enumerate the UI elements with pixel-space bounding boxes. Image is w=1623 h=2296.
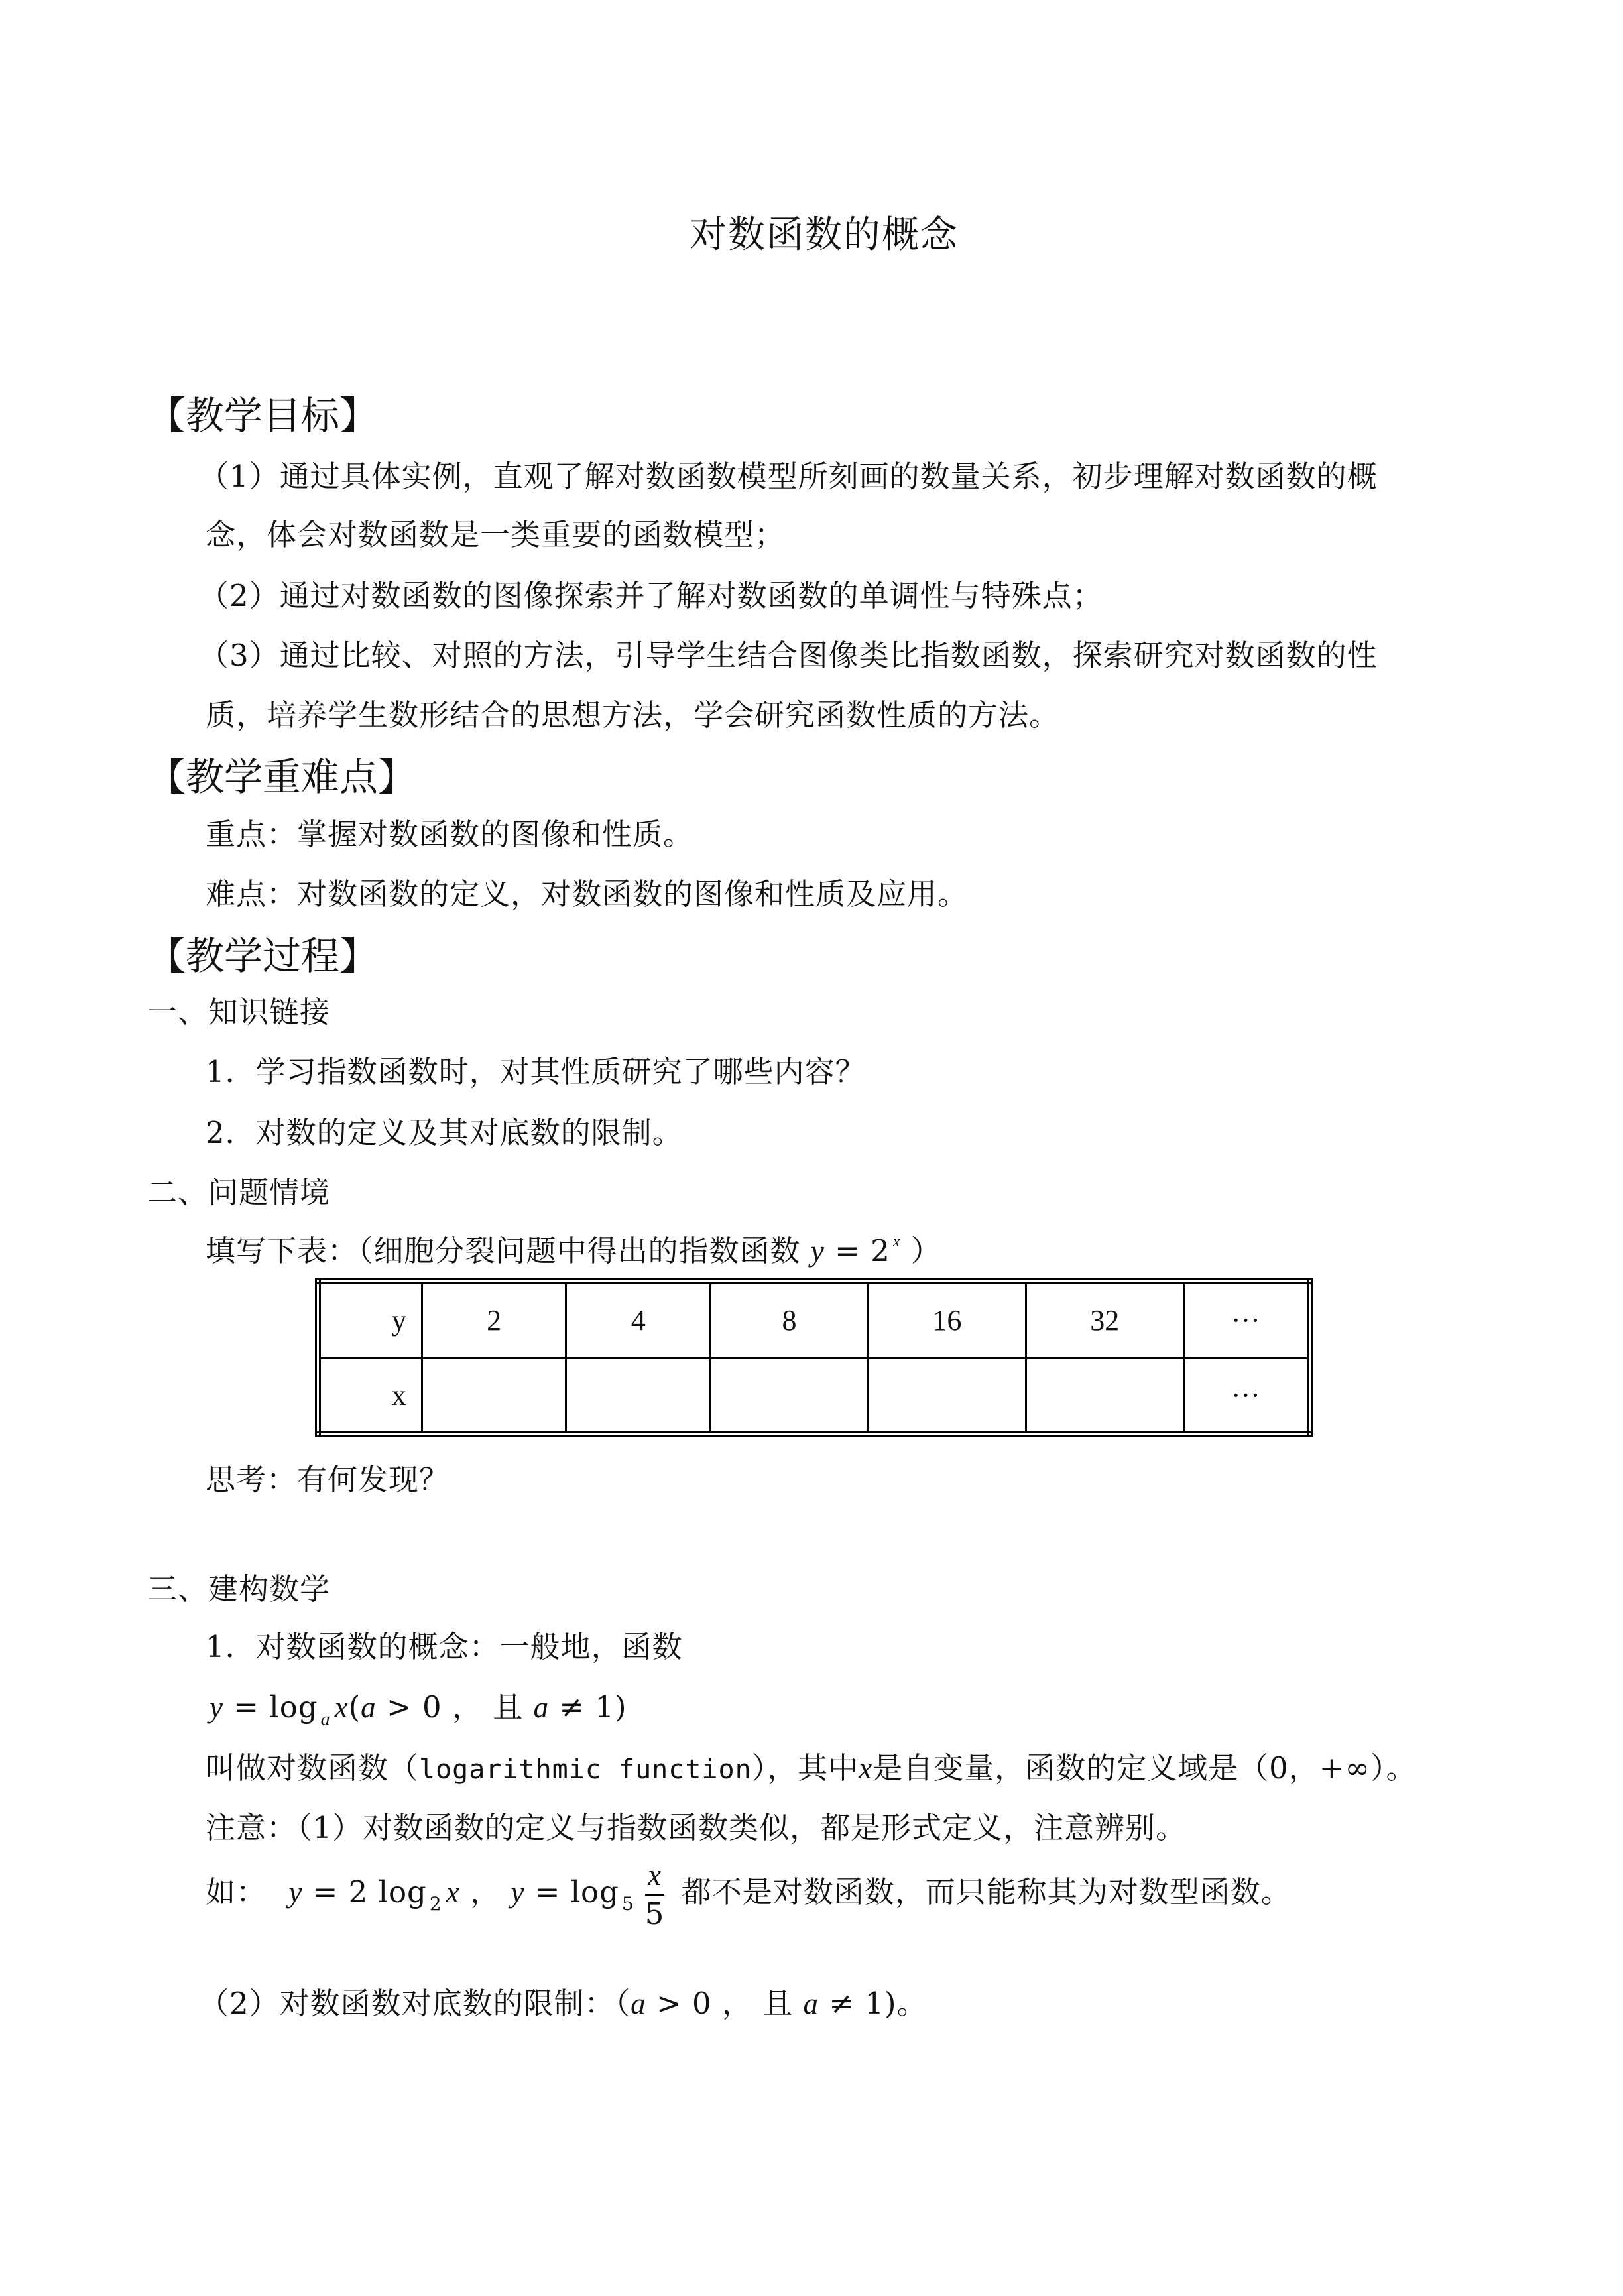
eg1-equals-log: = 2 log bbox=[312, 1874, 427, 1909]
example-prefix: 如： bbox=[206, 1874, 267, 1909]
eg2-equals-log: = log bbox=[534, 1874, 619, 1909]
table-cell: 16 bbox=[868, 1282, 1026, 1359]
note-2-end: 。 bbox=[896, 1986, 928, 2021]
table-cell: 32 bbox=[1026, 1282, 1183, 1359]
example-line bbox=[206, 1856, 1292, 1933]
value-table bbox=[315, 1278, 1313, 1437]
goal-3-line-2: 质，培养学生数形结合的思想方法，学会研究函数性质的方法。 bbox=[206, 697, 1060, 733]
table-row-x bbox=[318, 1358, 1310, 1435]
table-cell: 2 bbox=[422, 1282, 566, 1359]
difficult-point: 难点：对数函数的定义，对数函数的图像和性质及应用。 bbox=[206, 876, 969, 912]
def-x: x bbox=[334, 1691, 349, 1724]
eg1-x: x bbox=[446, 1876, 460, 1909]
table-cell-empty[interactable] bbox=[868, 1358, 1026, 1435]
def-var: x bbox=[859, 1752, 873, 1785]
note-2-a1: a bbox=[631, 1987, 646, 2020]
table-cell-empty[interactable] bbox=[711, 1358, 869, 1435]
table-cell-empty[interactable] bbox=[1026, 1358, 1183, 1435]
eg2-base: 5 bbox=[621, 1893, 634, 1915]
note-1: 注意：（1）对数函数的定义与指数函数类似，都是形式定义，注意辨别。 bbox=[206, 1810, 1187, 1845]
note-2-text: （2）对数函数对底数的限制：（ bbox=[199, 1986, 631, 2021]
goal-1-line-1: （1）通过具体实例，直观了解对数函数模型所刻画的数量关系，初步理解对数函数的概 bbox=[199, 459, 1378, 494]
note-2-gt: > 0 ， bbox=[656, 1986, 752, 2021]
formula-exponent: x bbox=[892, 1233, 901, 1250]
eg2-fraction bbox=[645, 1856, 665, 1933]
note-2-ne: ≠ 1) bbox=[829, 1986, 897, 2021]
def-a1: a bbox=[361, 1691, 377, 1724]
eg2-y: y bbox=[511, 1876, 525, 1909]
table-cell-ellipsis: ··· bbox=[1183, 1282, 1309, 1359]
part-1-question-2: 2．对数的定义及其对底数的限制。 bbox=[206, 1115, 683, 1150]
def-text-post: 是自变量，函数的定义域是（0，+∞）。 bbox=[872, 1750, 1417, 1785]
def-base: a bbox=[320, 1709, 331, 1730]
def-paren: ( bbox=[348, 1689, 361, 1724]
def-y: y bbox=[210, 1691, 223, 1724]
table-cell-empty[interactable] bbox=[566, 1358, 711, 1435]
table-cell-label: x bbox=[318, 1358, 422, 1435]
table-instruction-close: ） bbox=[910, 1233, 941, 1268]
def-text-pre: 叫做对数函数（ bbox=[206, 1750, 420, 1785]
table-instruction-text: 填写下表：（细胞分裂问题中得出的指数函数 bbox=[206, 1233, 801, 1268]
think-prompt: 思考：有何发现？ bbox=[206, 1462, 450, 1497]
def-text-mid: ），其中 bbox=[751, 1750, 859, 1785]
goal-3-line-1: （3）通过比较、对照的方法，引导学生结合图像类比指数函数，探索研究对数函数的性 bbox=[199, 638, 1378, 673]
eg1-y: y bbox=[288, 1876, 303, 1909]
part-3-heading: 三、建构数学 bbox=[147, 1571, 331, 1606]
def-english-term: logarithmic function bbox=[419, 1754, 752, 1785]
table-cell-label: y bbox=[318, 1282, 422, 1359]
table-cell-ellipsis: ··· bbox=[1183, 1358, 1309, 1435]
eg2-numerator: x bbox=[645, 1856, 665, 1896]
def-gt: > 0 ， bbox=[386, 1689, 483, 1724]
note-2-a2: a bbox=[803, 1987, 819, 2020]
definition-text bbox=[206, 1744, 1416, 1787]
goal-2: （2）通过对数函数的图像探索并了解对数函数的单调性与特殊点； bbox=[199, 578, 1103, 613]
definition-formula bbox=[210, 1683, 627, 1730]
eg2-denominator: 5 bbox=[644, 1896, 665, 1931]
def-a2: a bbox=[533, 1691, 550, 1724]
def-equals-log: = log bbox=[233, 1689, 318, 1724]
def-ne: ≠ 1) bbox=[559, 1689, 627, 1724]
formula-equals: = 2 bbox=[835, 1233, 890, 1268]
eg1-base: 2 bbox=[429, 1893, 442, 1915]
key-point: 重点：掌握对数函数的图像和性质。 bbox=[206, 817, 694, 852]
def-and: 且 bbox=[493, 1689, 524, 1724]
page-title: 对数函数的概念 bbox=[690, 213, 959, 257]
note-2-and: 且 bbox=[762, 1986, 794, 2021]
note-2 bbox=[199, 1979, 928, 2022]
table-row-y bbox=[318, 1282, 1310, 1359]
part-1-heading: 一、知识链接 bbox=[147, 995, 331, 1030]
table-cell: 8 bbox=[711, 1282, 869, 1359]
example-suffix: 都不是对数函数，而只能称其为对数型函数。 bbox=[681, 1874, 1292, 1909]
part-2-heading: 二、问题情境 bbox=[147, 1175, 331, 1210]
goal-1-line-2: 念，体会对数函数是一类重要的函数模型； bbox=[206, 517, 786, 552]
table-cell-empty[interactable] bbox=[422, 1358, 566, 1435]
section-heading-keypoints: 【教学重难点】 bbox=[147, 755, 417, 800]
concept-intro: 1．对数函数的概念：一般地，函数 bbox=[206, 1629, 683, 1664]
part-1-question-1: 1．学习指数函数时，对其性质研究了哪些内容？ bbox=[206, 1054, 866, 1089]
table-instruction bbox=[206, 1227, 941, 1270]
table-cell: 4 bbox=[566, 1282, 711, 1359]
section-heading-process: 【教学过程】 bbox=[147, 934, 379, 979]
section-heading-goals: 【教学目标】 bbox=[147, 393, 379, 438]
example-separator: ， bbox=[469, 1874, 501, 1909]
formula-y: y bbox=[810, 1235, 825, 1268]
